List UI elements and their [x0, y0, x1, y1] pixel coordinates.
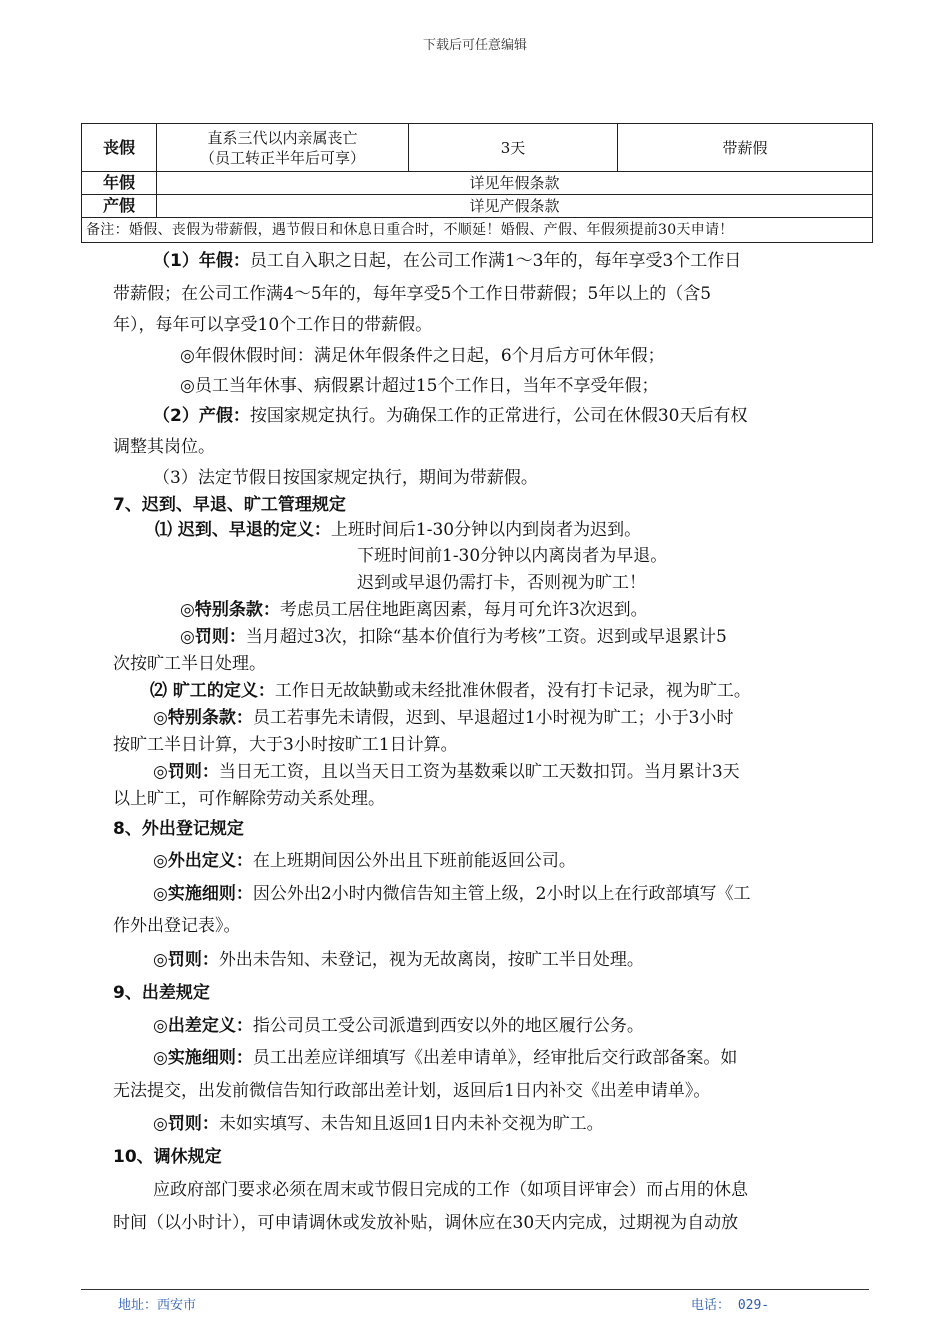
- leave-days: 3天: [409, 124, 618, 172]
- section-9-title: 9、出差规定: [113, 983, 210, 1003]
- absence-definition: ⑵ 旷工的定义：工作日无故缺勤或未经批准休假者，没有打卡记录，视为旷工。: [150, 681, 751, 701]
- leave-scope: [157, 124, 409, 172]
- table-row: [82, 124, 873, 172]
- footer-address: 地址：西安市: [118, 1298, 197, 1313]
- maternity-leave-line: （2）产假：按国家规定执行。为确保工作的正常进行，公司在休假30天后有权: [153, 406, 748, 426]
- leave-scope-line: （员工转正半年后可享）: [199, 148, 365, 167]
- section-7-title: 7、迟到、早退、旷工管理规定: [113, 495, 346, 515]
- outing-rule-cont: 作外出登记表》。: [113, 916, 241, 936]
- leave-kind: 产假: [82, 195, 157, 218]
- leave-detail: 详见产假条款: [157, 195, 873, 218]
- trip-definition: ◎出差定义：指公司员工受公司派遣到西安以外的地区履行公务。: [153, 1016, 644, 1036]
- maternity-leave-line: 调整其岗位。: [113, 437, 215, 457]
- annual-leave-line: 年），每年可以享受10个工作日的带薪假。: [113, 315, 433, 335]
- footer-phone: 电话： 029-: [691, 1298, 770, 1313]
- outing-rule: ◎实施细则：因公外出2小时内微信告知主管上级，2小时以上在行政部填写《工: [153, 884, 751, 904]
- section-8-title: 8、外出登记规定: [113, 819, 244, 839]
- annual-leave-line: 带薪假；在公司工作满4～5年的，每年享受5个工作日带薪假；5年以上的（含5: [113, 284, 712, 304]
- leave-table: [81, 123, 873, 243]
- trip-rule-cont: 无法提交，出发前微信告知行政部出差计划，返回后1日内补交《出差申请单》。: [113, 1081, 711, 1101]
- absence-special-cont: 按旷工半日计算，大于3小时按旷工1日计算。: [113, 735, 458, 755]
- absence-special-clause: ◎特别条款：员工若事先未请假，迟到、早退超过1小时视为旷工；小于3小时: [153, 708, 734, 728]
- footer-divider: [81, 1289, 869, 1290]
- header-note: 下载后可任意编辑: [422, 38, 527, 53]
- table-note: 备注：婚假、丧假为带薪假，遇节假日和休息日重合时，不顺延！婚假、产假、年假须提前30天申请！: [82, 218, 873, 243]
- late-definition: ⑴ 迟到、早退的定义：上班时间后1-30分钟以内到岗者为迟到。: [155, 520, 642, 540]
- late-penalty-cont: 次按旷工半日处理。: [113, 654, 266, 674]
- late-penalty: ◎罚则：当月超过3次，扣除“基本价值行为考核”工资。迟到或早退累计5: [180, 627, 727, 647]
- annual-leave-exclusion: ◎员工当年休事、病假累计超过15个工作日，当年不享受年假；: [180, 376, 659, 396]
- leave-detail: 详见年假条款: [157, 172, 873, 195]
- late-special-clause: ◎特别条款：考虑员工居住地距离因素，每月可允许3次迟到。: [180, 600, 648, 620]
- trip-penalty: ◎罚则：未如实填写、未告知且返回1日内未补交视为旷工。: [153, 1114, 604, 1134]
- leave-kind: 丧假: [82, 124, 157, 172]
- outing-penalty: ◎罚则：外出未告知、未登记，视为无故离岗，按旷工半日处理。: [153, 950, 644, 970]
- table-row: [82, 218, 873, 243]
- trip-rule: ◎实施细则：员工出差应详细填写《出差申请单》，经审批后交行政部备案。如: [153, 1048, 738, 1068]
- annual-leave-time: ◎年假休假时间：满足休年假条件之日起，6个月后方可休年假；: [180, 346, 665, 366]
- leave-pay: 带薪假: [618, 124, 873, 172]
- leave-kind: 年假: [82, 172, 157, 195]
- absence-penalty: ◎罚则：当日无工资，且以当天日工资为基数乘以旷工天数扣罚。当月累计3天: [153, 762, 740, 782]
- comp-leave-para-cont: 时间（以小时计），可申请调休或发放补贴，调休应在30天内完成，过期视为自动放: [113, 1213, 739, 1233]
- annual-leave-line: （1）年假：员工自入职之日起，在公司工作满1～3年的，每年享受3个工作日: [153, 251, 742, 271]
- early-leave-definition: 下班时间前1-30分钟以内离岗者为早退。: [357, 546, 668, 566]
- comp-leave-para: 应政府部门要求必须在周末或节假日完成的工作（如项目评审会）而占用的休息: [153, 1180, 748, 1200]
- holiday-line: （3）法定节假日按国家规定执行，期间为带薪假。: [153, 468, 538, 488]
- absence-penalty-cont: 以上旷工，可作解除劳动关系处理。: [113, 789, 385, 809]
- outing-definition: ◎外出定义：在上班期间因公外出且下班前能返回公司。: [153, 851, 576, 871]
- leave-scope-line: 直系三代以内亲属丧亡: [207, 128, 358, 147]
- section-10-title: 10、调休规定: [113, 1147, 222, 1167]
- table-row: [82, 195, 873, 218]
- table-row: [82, 172, 873, 195]
- clock-in-note: 迟到或早退仍需打卡，否则视为旷工！: [357, 573, 646, 593]
